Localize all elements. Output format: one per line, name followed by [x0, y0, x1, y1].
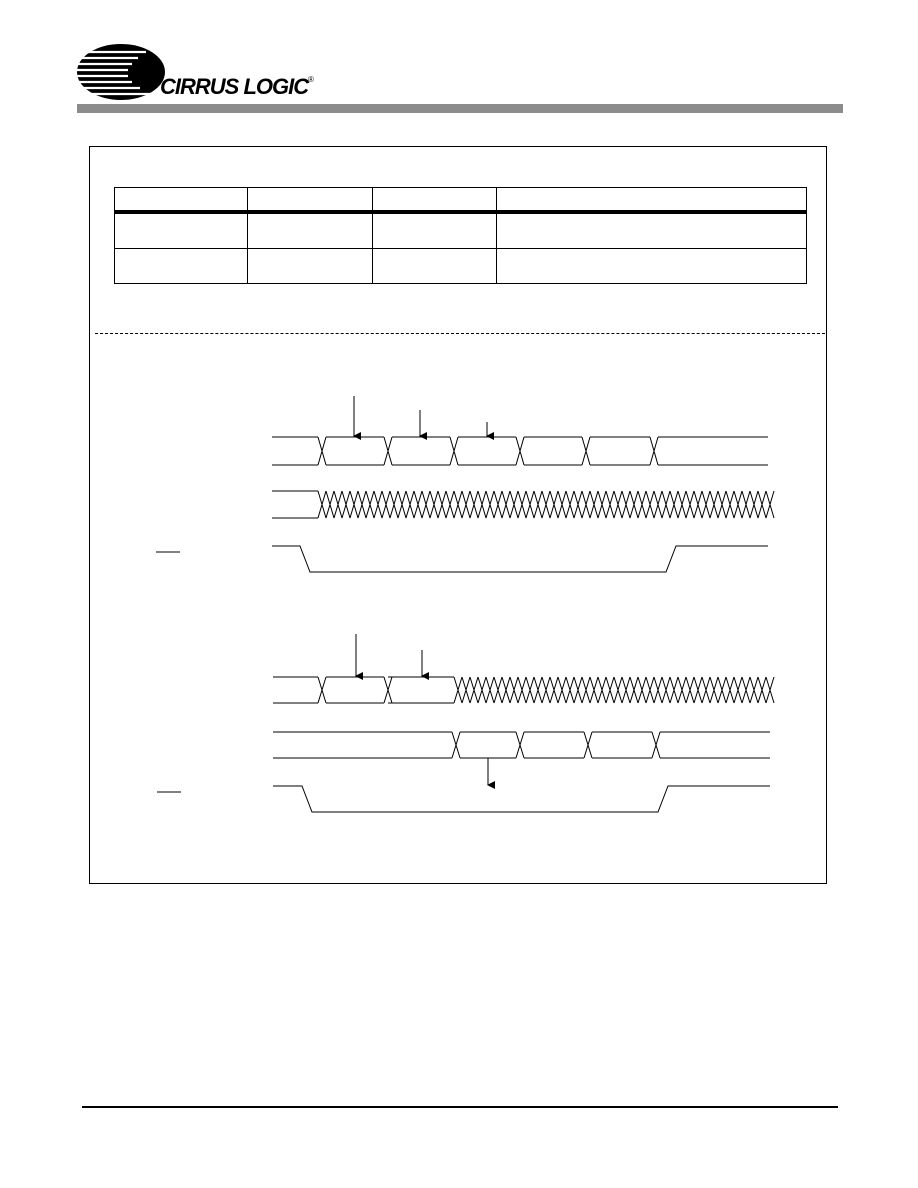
table-cell	[373, 249, 497, 284]
table-header-cell	[497, 188, 807, 213]
table-row	[115, 212, 807, 249]
table-header-row	[115, 188, 807, 213]
table-cell	[248, 249, 373, 284]
table-cell	[115, 212, 248, 249]
table-header-cell	[115, 188, 248, 213]
table-header-cell	[373, 188, 497, 213]
section-divider	[95, 333, 825, 334]
logo-sphere-icon	[76, 44, 165, 100]
table-cell	[373, 212, 497, 249]
logo-wordmark: CIRRUS LOGIC	[160, 74, 309, 99]
table-row	[115, 249, 807, 284]
cirrus-logic-logo	[76, 42, 336, 102]
header-rule	[77, 104, 843, 113]
table-cell	[115, 249, 248, 284]
table-cell	[497, 212, 807, 249]
table-cell	[248, 212, 373, 249]
table-cell	[497, 249, 807, 284]
footer-rule	[82, 1106, 838, 1108]
command-table	[114, 187, 807, 284]
table-header-cell	[248, 188, 373, 213]
registered-mark: ®	[308, 75, 314, 84]
